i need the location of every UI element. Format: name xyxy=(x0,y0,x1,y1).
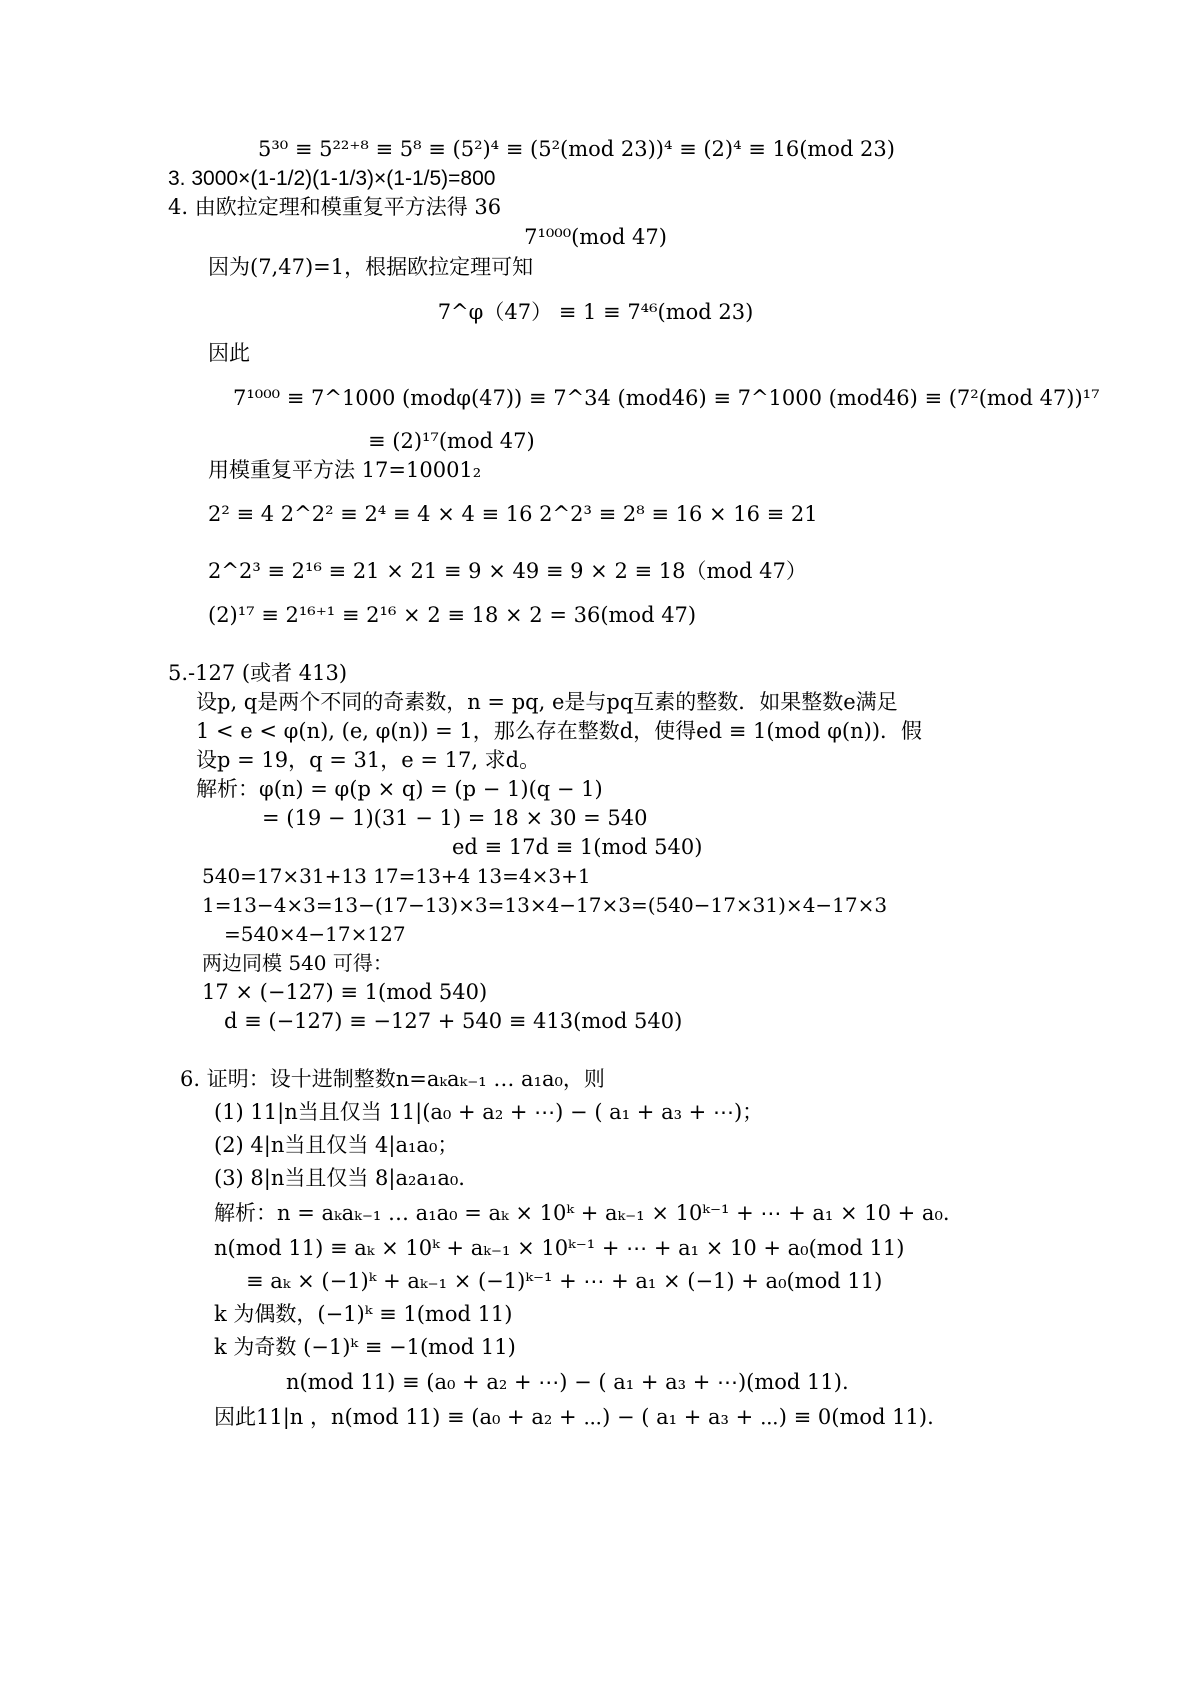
eq-7-pow-1000: 7¹⁰⁰⁰(mod 47) xyxy=(524,225,667,249)
eq-d-413: d ≡ (−127) ≡ −127 + 540 ≡ 413(mod 540) xyxy=(224,1009,683,1033)
even-k-case: k 为偶数，(−1)ᵏ ≡ 1(mod 11) xyxy=(214,1302,513,1326)
eq-reduction-chain: 7¹⁰⁰⁰ ≡ 7^1000 (modφ(47)) ≡ 7^34 (mod46) ≡ 7^1000 (mod46) ≡ (7²(mod 47))¹⁷ xyxy=(233,386,1100,410)
eq-squares-2: 2^2³ ≡ 2¹⁶ ≡ 21 × 21 ≡ 9 × 49 ≡ 9 × 2 ≡ 18（mod 47） xyxy=(208,559,807,583)
eq-phi-540: = (19 − 1)(31 − 1) = 18 × 30 = 540 xyxy=(262,806,648,830)
back-substitution-result: =540×4−17×127 xyxy=(224,922,406,946)
item-4-heading: 4. 由欧拉定理和模重复平方法得 36 xyxy=(168,195,502,219)
eq-n-mod-11: n(mod 11) ≡ aₖ × 10ᵏ + aₖ₋₁ × 10ᵏ⁻¹ + ⋯ + a₁ × 10 + a₀(mod 11) xyxy=(214,1236,905,1260)
claim-3: (3) 8|n当且仅当 8|a₂a₁a₀. xyxy=(214,1166,465,1190)
eq-result-36: (2)¹⁷ ≡ 2¹⁶⁺¹ ≡ 2¹⁶ × 2 ≡ 18 × 2 = 36(mod 47) xyxy=(208,603,697,627)
eq-minus-one-expansion: ≡ aₖ × (−1)ᵏ + aₖ₋₁ × (−1)ᵏ⁻¹ + ⋯ + a₁ × (−1) + a₀(mod 11) xyxy=(246,1269,883,1293)
conclusion-11: 因此11|n ，n(mod 11) ≡ (a₀ + a₂ + ⋯) − ( a₁ + a₃ + ⋯) ≡ 0(mod 11). xyxy=(214,1405,934,1429)
eq-2-pow-17: ≡ (2)¹⁷(mod 47) xyxy=(368,429,535,453)
eq-squares-1: 2² ≡ 4 2^2² ≡ 2⁴ ≡ 4 × 4 ≡ 16 2^2³ ≡ 2⁸ ≡ 16 × 16 ≡ 21 xyxy=(208,502,818,526)
analysis-expansion: 解析：n = aₖaₖ₋₁ … a₁a₀ = aₖ × 10ᵏ + aₖ₋₁ × 10ᵏ⁻¹ + ⋯ + a₁ × 10 + a₀. xyxy=(214,1201,950,1225)
eq-inverse: 17 × (−127) ≡ 1(mod 540) xyxy=(202,980,488,1004)
odd-k-case: k 为奇数 (−1)ᵏ ≡ −1(mod 11) xyxy=(214,1335,516,1359)
item-5-answer: 5.-127 (或者 413) xyxy=(168,661,348,685)
therefore-label: 因此 xyxy=(208,341,250,365)
claim-1: (1) 11|n当且仅当 11|(a₀ + a₂ + ⋯) − ( a₁ + a₃ + ⋯)； xyxy=(214,1100,764,1124)
analysis-phi: 解析：φ(n) = φ(p × q) = (p − 1)(q − 1) xyxy=(196,777,603,801)
problem-5-line-2: 1 < e < φ(n), (e, φ(n)) = 1，那么存在整数d，使得ed ≡ 1(mod φ(n))．假 xyxy=(196,719,923,743)
euler-note: 因为(7,47)=1，根据欧拉定理可知 xyxy=(208,255,534,279)
problem-5-line-1: 设p, q是两个不同的奇素数，n = pq, e是与pq互素的整数．如果整数e满足 xyxy=(196,690,898,714)
item-6-heading: 6. 证明：设十进制整数n=aₖaₖ₋₁ … a₁a₀，则 xyxy=(180,1067,605,1091)
problem-5-line-3: 设p = 19，q = 31，e = 17, 求d。 xyxy=(196,748,541,772)
eq-alternating-sum: n(mod 11) ≡ (a₀ + a₂ + ⋯) − ( a₁ + a₃ + ⋯)(mod 11). xyxy=(286,1370,849,1394)
euclid-steps: 540=17×31+13 17=13+4 13=4×3+1 xyxy=(202,864,591,888)
binary-17: 用模重复平方法 17=10001₂ xyxy=(208,458,482,482)
mod-540-note: 两边同模 540 可得： xyxy=(202,951,393,975)
eq-euler-phi-47: 7^φ（47） ≡ 1 ≡ 7⁴⁶(mod 23) xyxy=(437,300,754,324)
back-substitution: 1=13−4×3=13−(17−13)×3=13×4−17×3=(540−17×31)×4−17×3 xyxy=(202,893,888,917)
eq-5-pow-30: 5³⁰ ≡ 5²²⁺⁸ ≡ 5⁸ ≡ (5²)⁴ ≡ (5²(mod 23))⁴ ≡ (2)⁴ ≡ 16(mod 23) xyxy=(258,137,895,161)
eq-ed-congruence: ed ≡ 17d ≡ 1(mod 540) xyxy=(452,835,703,859)
item-3-answer: 3. 3000×(1-1/2)(1-1/3)×(1-1/5)=800 xyxy=(168,167,496,190)
claim-2: (2) 4|n当且仅当 4|a₁a₀； xyxy=(214,1133,459,1157)
